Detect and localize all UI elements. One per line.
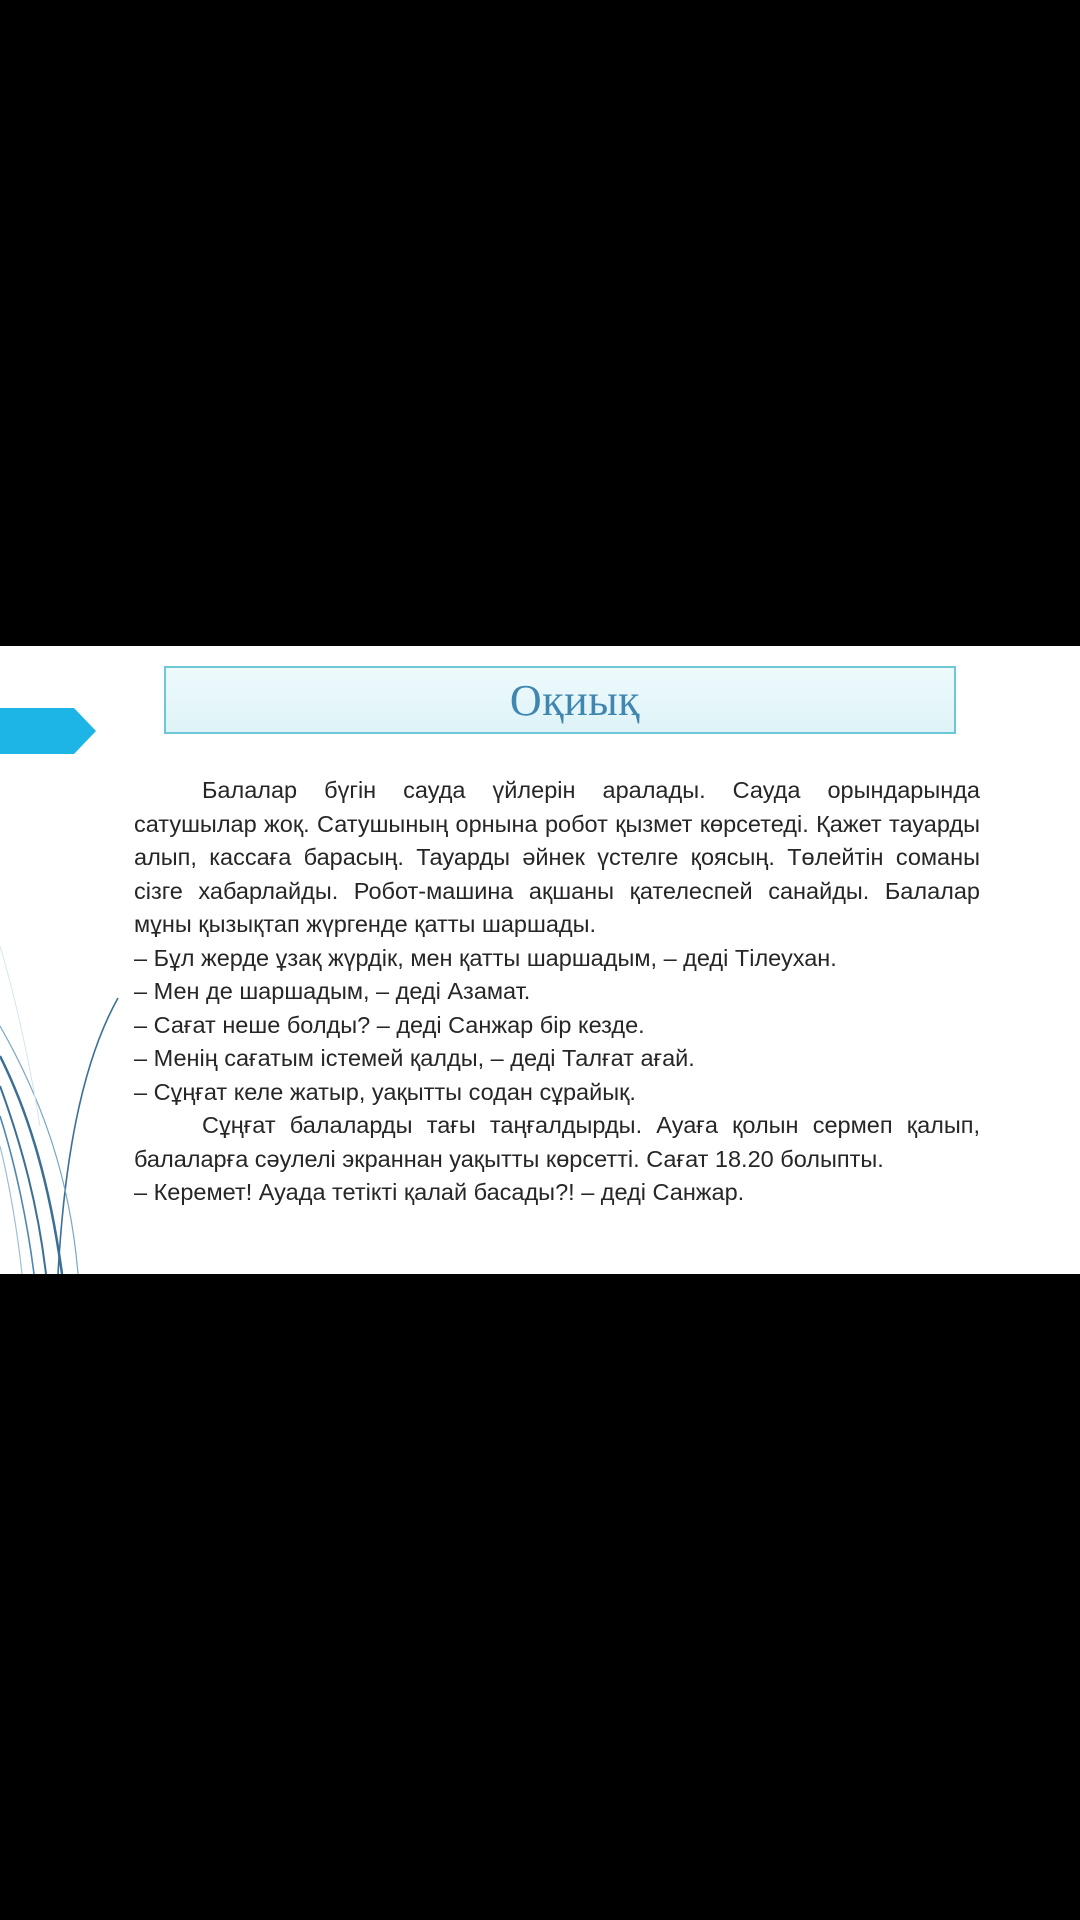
dialog-line: – Сағат неше болды? – деді Санжар бір кезде. [134,1011,645,1038]
page-title: Оқиық [509,675,641,725]
reading-text [134,774,980,1210]
slide [0,646,1080,1274]
dialog-line: – Керемет! Ауада тетікті қалай басады?! – деді Санжар. [134,1179,745,1205]
dialog-line: – Менің сағатым істемей қалды, – деді Талғат ағай. [134,1045,695,1071]
dialog-line: – Бұл жерде ұзақ жүрдік, мен қатты шаршадым, – деді Тілеухан. [134,944,837,971]
arrow-tab-icon [0,708,96,754]
dialog-line: – Мен де шаршадым, – деді Азамат. [134,978,531,1004]
title-box [164,666,956,734]
dialog-line: – Сұңғат келе жатыр, уақытты содан сұрайық. [134,1078,636,1105]
paragraph: Балалар бүгін сауда үйлерін аралады. Сауда орындарында сатушылар жоқ. Сатушының орнына робот қызмет көрсетеді. Қажет тауарды алып, кассаға барасың. Тауарды әйнек үстелге қоясың. Төлейтін соманы сізге хабарлайды. Робот-машина ақшаны қателеспей санайды. Балалар мұны қызықтап жүргенде қатты шаршады. [134,777,980,937]
paragraph: Сұңғат балаларды тағы таңғалдырды. Ауаға қолын сермеп қалып, балаларға сәулелі экраннан уақытты көрсетті. Сағат 18.20 болыпты. [134,1112,980,1172]
